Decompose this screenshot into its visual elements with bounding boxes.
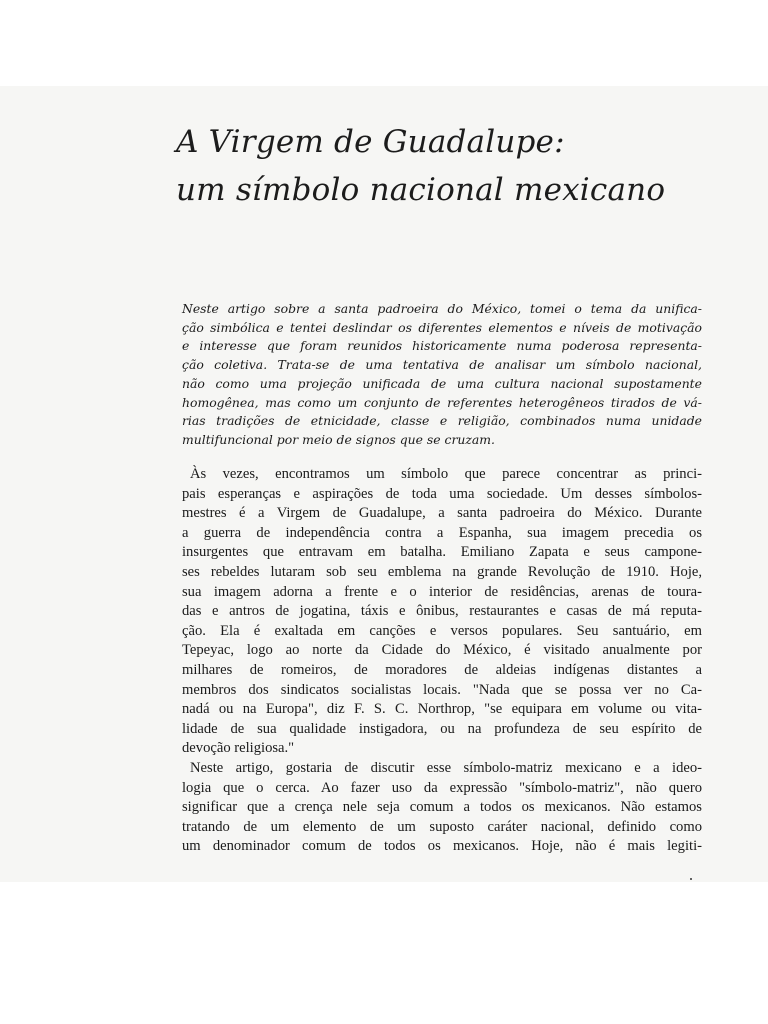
body-line: significar que a crença nele seja comum a todos os mexicanos. Não estamos	[182, 799, 702, 816]
body-line: Neste artigo, gostaria de discutir esse símbolo-matriz mexicano e a ideo-	[190, 759, 702, 776]
body-text	[182, 465, 702, 857]
body-line: a guerra de independência contra a Espanha, sua imagem precedia os	[182, 524, 702, 541]
body-line: lidade de sua qualidade instigadora, ou na profundeza de seu espírito de	[182, 720, 702, 737]
abstract-line: Neste artigo sobre a santa padroeira do México, tomei o tema da unifica-	[182, 301, 702, 316]
body-line: insurgentes que entravam em batalha. Emiliano Zapata e seus campone-	[182, 544, 702, 561]
body-line: milhares de romeiros, de moradores de aldeias indígenas distantes a	[182, 661, 702, 678]
body-line: pais esperanças e aspirações de toda uma sociedade. Um desses símbolos-	[182, 485, 702, 502]
title-line-1: A Virgem de Guadalupe:	[176, 124, 565, 160]
abstract-line: rias tradições de etnicidade, classe e religião, combinados numa unidade	[182, 413, 702, 429]
body-line: Tepeyac, logo ao norte da Cidade do México, é visitado anualmente por	[182, 642, 702, 659]
body-line: mestres é a Virgem de Guadalupe, a santa padroeira do México. Durante	[182, 505, 702, 522]
paragraph-2	[182, 759, 702, 857]
abstract-line: multifuncional por meio de signos que se cruzam.	[182, 431, 495, 447]
body-line: ção. Ela é exaltada em canções e versos populares. Seu santuário, em	[182, 622, 702, 639]
body-line: nadá ou na Europa", diz F. S. C. Northrop, "se equipara em volume ou vita-	[182, 701, 702, 718]
abstract-line: não como uma projeção unificada de uma cultura nacional supostamente	[182, 375, 702, 391]
abstract-line: ção coletiva. Trata-se de uma tentativa de analisar um símbolo nacional,	[182, 357, 702, 373]
title-line-2: um símbolo nacional mexicano	[176, 172, 666, 208]
scan-speck	[690, 878, 692, 880]
abstract-line: homogênea, mas como um conjunto de referentes heterogêneos tirados de vá-	[182, 394, 702, 410]
abstract	[182, 300, 702, 450]
body-line: membros dos sindicatos socialistas locais. "Nada que se possa ver no Ca-	[182, 681, 702, 698]
paragraph-1	[182, 465, 702, 759]
body-line: devoção religiosa."	[182, 740, 295, 757]
body-line: tratando de um elemento de um suposto caráter nacional, definido como	[182, 818, 702, 835]
abstract-line: ção simbólica e tentei deslindar os diferentes elementos e níveis de motivação	[182, 319, 702, 335]
body-line: ses rebeldes lutaram sob seu emblema na grande Revolução de 1910. Hoje,	[182, 563, 702, 580]
abstract-line: e interesse que foram reunidos historicamente numa poderosa representa-	[182, 338, 702, 354]
article-title	[176, 118, 696, 214]
body-line: sua imagem adorna a frente e o interior de residências, arenas de toura-	[182, 583, 702, 600]
body-line: logia que o cerca. Ao fazer uso da expressão "símbolo-matriz", não quero	[182, 779, 702, 796]
body-line: um denominador comum de todos os mexicanos. Hoje, não é mais legiti-	[182, 838, 702, 855]
body-line: Às vezes, encontramos um símbolo que parece concentrar as princi-	[190, 466, 702, 482]
body-line: das e antros de jogatina, táxis e ônibus, restaurantes e casas de má reputa-	[182, 603, 702, 620]
